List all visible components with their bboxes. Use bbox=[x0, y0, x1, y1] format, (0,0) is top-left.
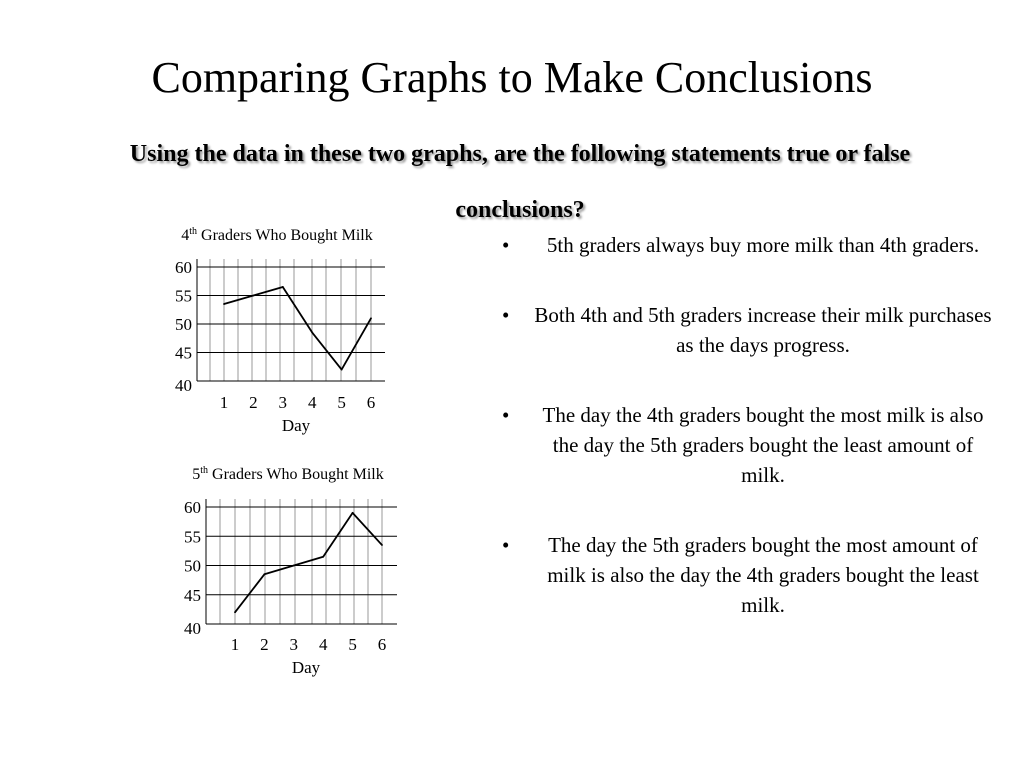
bullet-marker: • bbox=[502, 303, 510, 327]
x-tick-label: 3 bbox=[289, 635, 299, 654]
bullet-marker: • bbox=[502, 403, 510, 427]
statement-item bbox=[496, 230, 996, 260]
y-tick-label: 60 bbox=[184, 498, 201, 517]
bullet-marker: • bbox=[502, 533, 510, 557]
statement-item bbox=[496, 530, 996, 620]
statement-list bbox=[496, 230, 996, 660]
chart-title-number: 5 bbox=[192, 466, 201, 483]
data-point bbox=[381, 544, 383, 546]
y-tick-label: 45 bbox=[175, 343, 192, 363]
x-tick-label: 2 bbox=[260, 635, 269, 654]
x-tick-label: 5 bbox=[337, 393, 346, 412]
series-line bbox=[235, 513, 382, 612]
x-axis-ticks bbox=[220, 393, 376, 412]
x-tick-label: 1 bbox=[219, 393, 229, 412]
y-tick-label: 55 bbox=[175, 286, 192, 306]
data-point bbox=[311, 332, 313, 334]
x-tick-label: 6 bbox=[377, 635, 387, 654]
slide-subtitle: Using the data in these two graphs, are the following statements true or false conclusions? bbox=[129, 141, 911, 223]
x-axis-label: Day bbox=[281, 416, 311, 435]
x-axis-ticks bbox=[231, 635, 387, 654]
data-point bbox=[253, 295, 255, 297]
data-point bbox=[223, 303, 225, 305]
x-tick-label: 5 bbox=[348, 635, 357, 654]
statement-item bbox=[496, 300, 996, 360]
y-tick-label: 50 bbox=[175, 315, 192, 334]
y-tick-label: 50 bbox=[184, 556, 201, 576]
x-tick-label: 4 bbox=[307, 393, 317, 412]
y-tick-label: 60 bbox=[175, 258, 192, 277]
x-tick-label: 1 bbox=[230, 635, 240, 654]
statement-item bbox=[496, 400, 996, 490]
bullet-marker: • bbox=[502, 233, 510, 257]
statement-text: Both 4th and 5th graders increase their milk purchases as the days progress. bbox=[534, 303, 992, 357]
data-point bbox=[234, 611, 236, 613]
chart-title bbox=[192, 465, 383, 483]
y-axis-ticks bbox=[184, 498, 201, 638]
data-series bbox=[234, 512, 383, 613]
data-point bbox=[322, 556, 324, 558]
y-tick-label: 55 bbox=[184, 527, 201, 547]
chart-title-text: Graders Who Bought Milk bbox=[197, 227, 373, 244]
statement-text: The day the 5th graders bought the most amount of milk is also the day the 4th graders bought the least milk. bbox=[547, 533, 979, 617]
series-line bbox=[224, 287, 371, 370]
y-tick-label: 40 bbox=[175, 376, 192, 395]
data-point bbox=[293, 565, 295, 567]
data-point bbox=[264, 573, 266, 575]
x-tick-label: 4 bbox=[318, 635, 328, 654]
x-tick-label: 2 bbox=[249, 393, 258, 412]
data-point bbox=[341, 369, 343, 371]
x-axis-label: Day bbox=[291, 658, 321, 677]
chart-title-superscript: th bbox=[200, 465, 209, 476]
x-tick-label: 3 bbox=[278, 393, 288, 412]
x-tick-label: 6 bbox=[366, 393, 376, 412]
chart-title-number: 4 bbox=[181, 227, 190, 244]
data-point bbox=[370, 317, 372, 319]
chart-grid bbox=[197, 259, 385, 381]
y-tick-label: 45 bbox=[184, 585, 201, 605]
y-tick-label: 40 bbox=[184, 619, 201, 638]
y-axis-ticks bbox=[175, 258, 192, 395]
statement-text: The day the 4th graders bought the most milk is also the day the 5th graders bought the least amount of milk. bbox=[542, 403, 984, 487]
data-point bbox=[282, 286, 284, 288]
data-point bbox=[352, 512, 354, 514]
statement-text: 5th graders always buy more milk than 4th graders. bbox=[546, 233, 980, 257]
data-series bbox=[223, 286, 372, 370]
chart-title-text: Graders Who Bought Milk bbox=[208, 466, 384, 483]
chart-title-superscript: th bbox=[189, 226, 198, 237]
chart-grid bbox=[206, 499, 397, 624]
slide-title: Comparing Graphs to Make Conclusions bbox=[151, 53, 873, 102]
